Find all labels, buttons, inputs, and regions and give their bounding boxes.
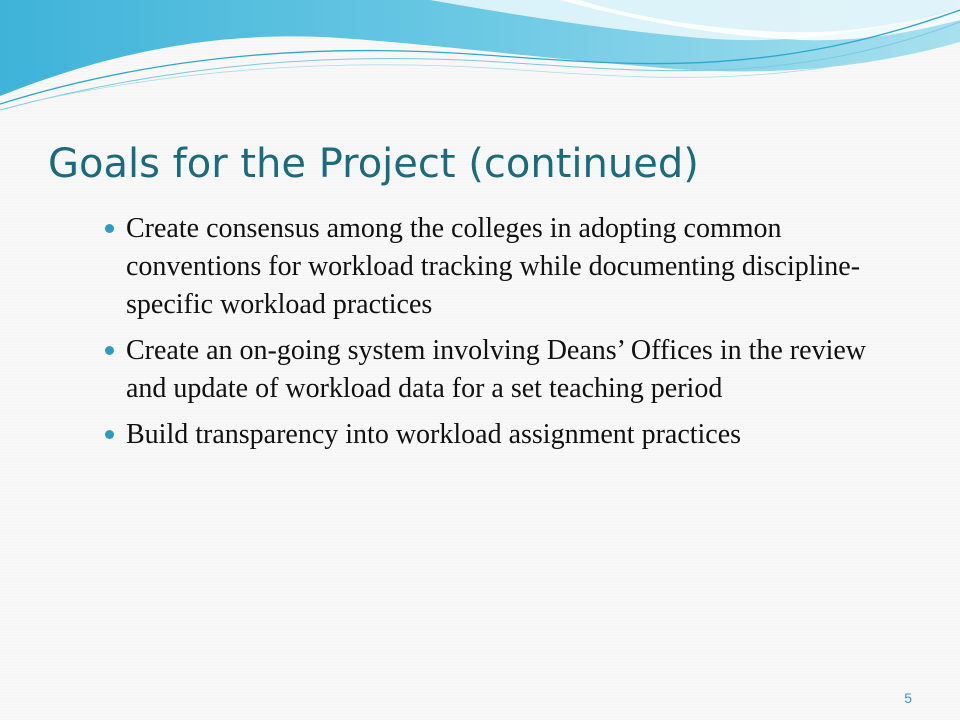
bullet-text: Create an on-going system involving Deans’ Offices in the review and update of workload data for a set teaching period	[126, 335, 866, 404]
bullet-dot-icon	[105, 346, 114, 355]
header-wave-decoration	[0, 0, 960, 130]
bullet-list	[104, 210, 894, 462]
bullet-item	[104, 416, 894, 454]
bullet-item	[104, 210, 894, 324]
bullet-dot-icon	[105, 430, 114, 439]
bullet-dot-icon	[105, 224, 114, 233]
bullet-text: Create consensus among the colleges in adopting common conventions for workload tracking while documenting discipline-specific workload practices	[126, 213, 861, 320]
bullet-item	[104, 332, 894, 408]
page-number: 5	[904, 690, 912, 706]
slide-title: Goals for the Project (continued)	[48, 141, 699, 187]
bullet-text: Build transparency into workload assignment practices	[126, 419, 742, 450]
